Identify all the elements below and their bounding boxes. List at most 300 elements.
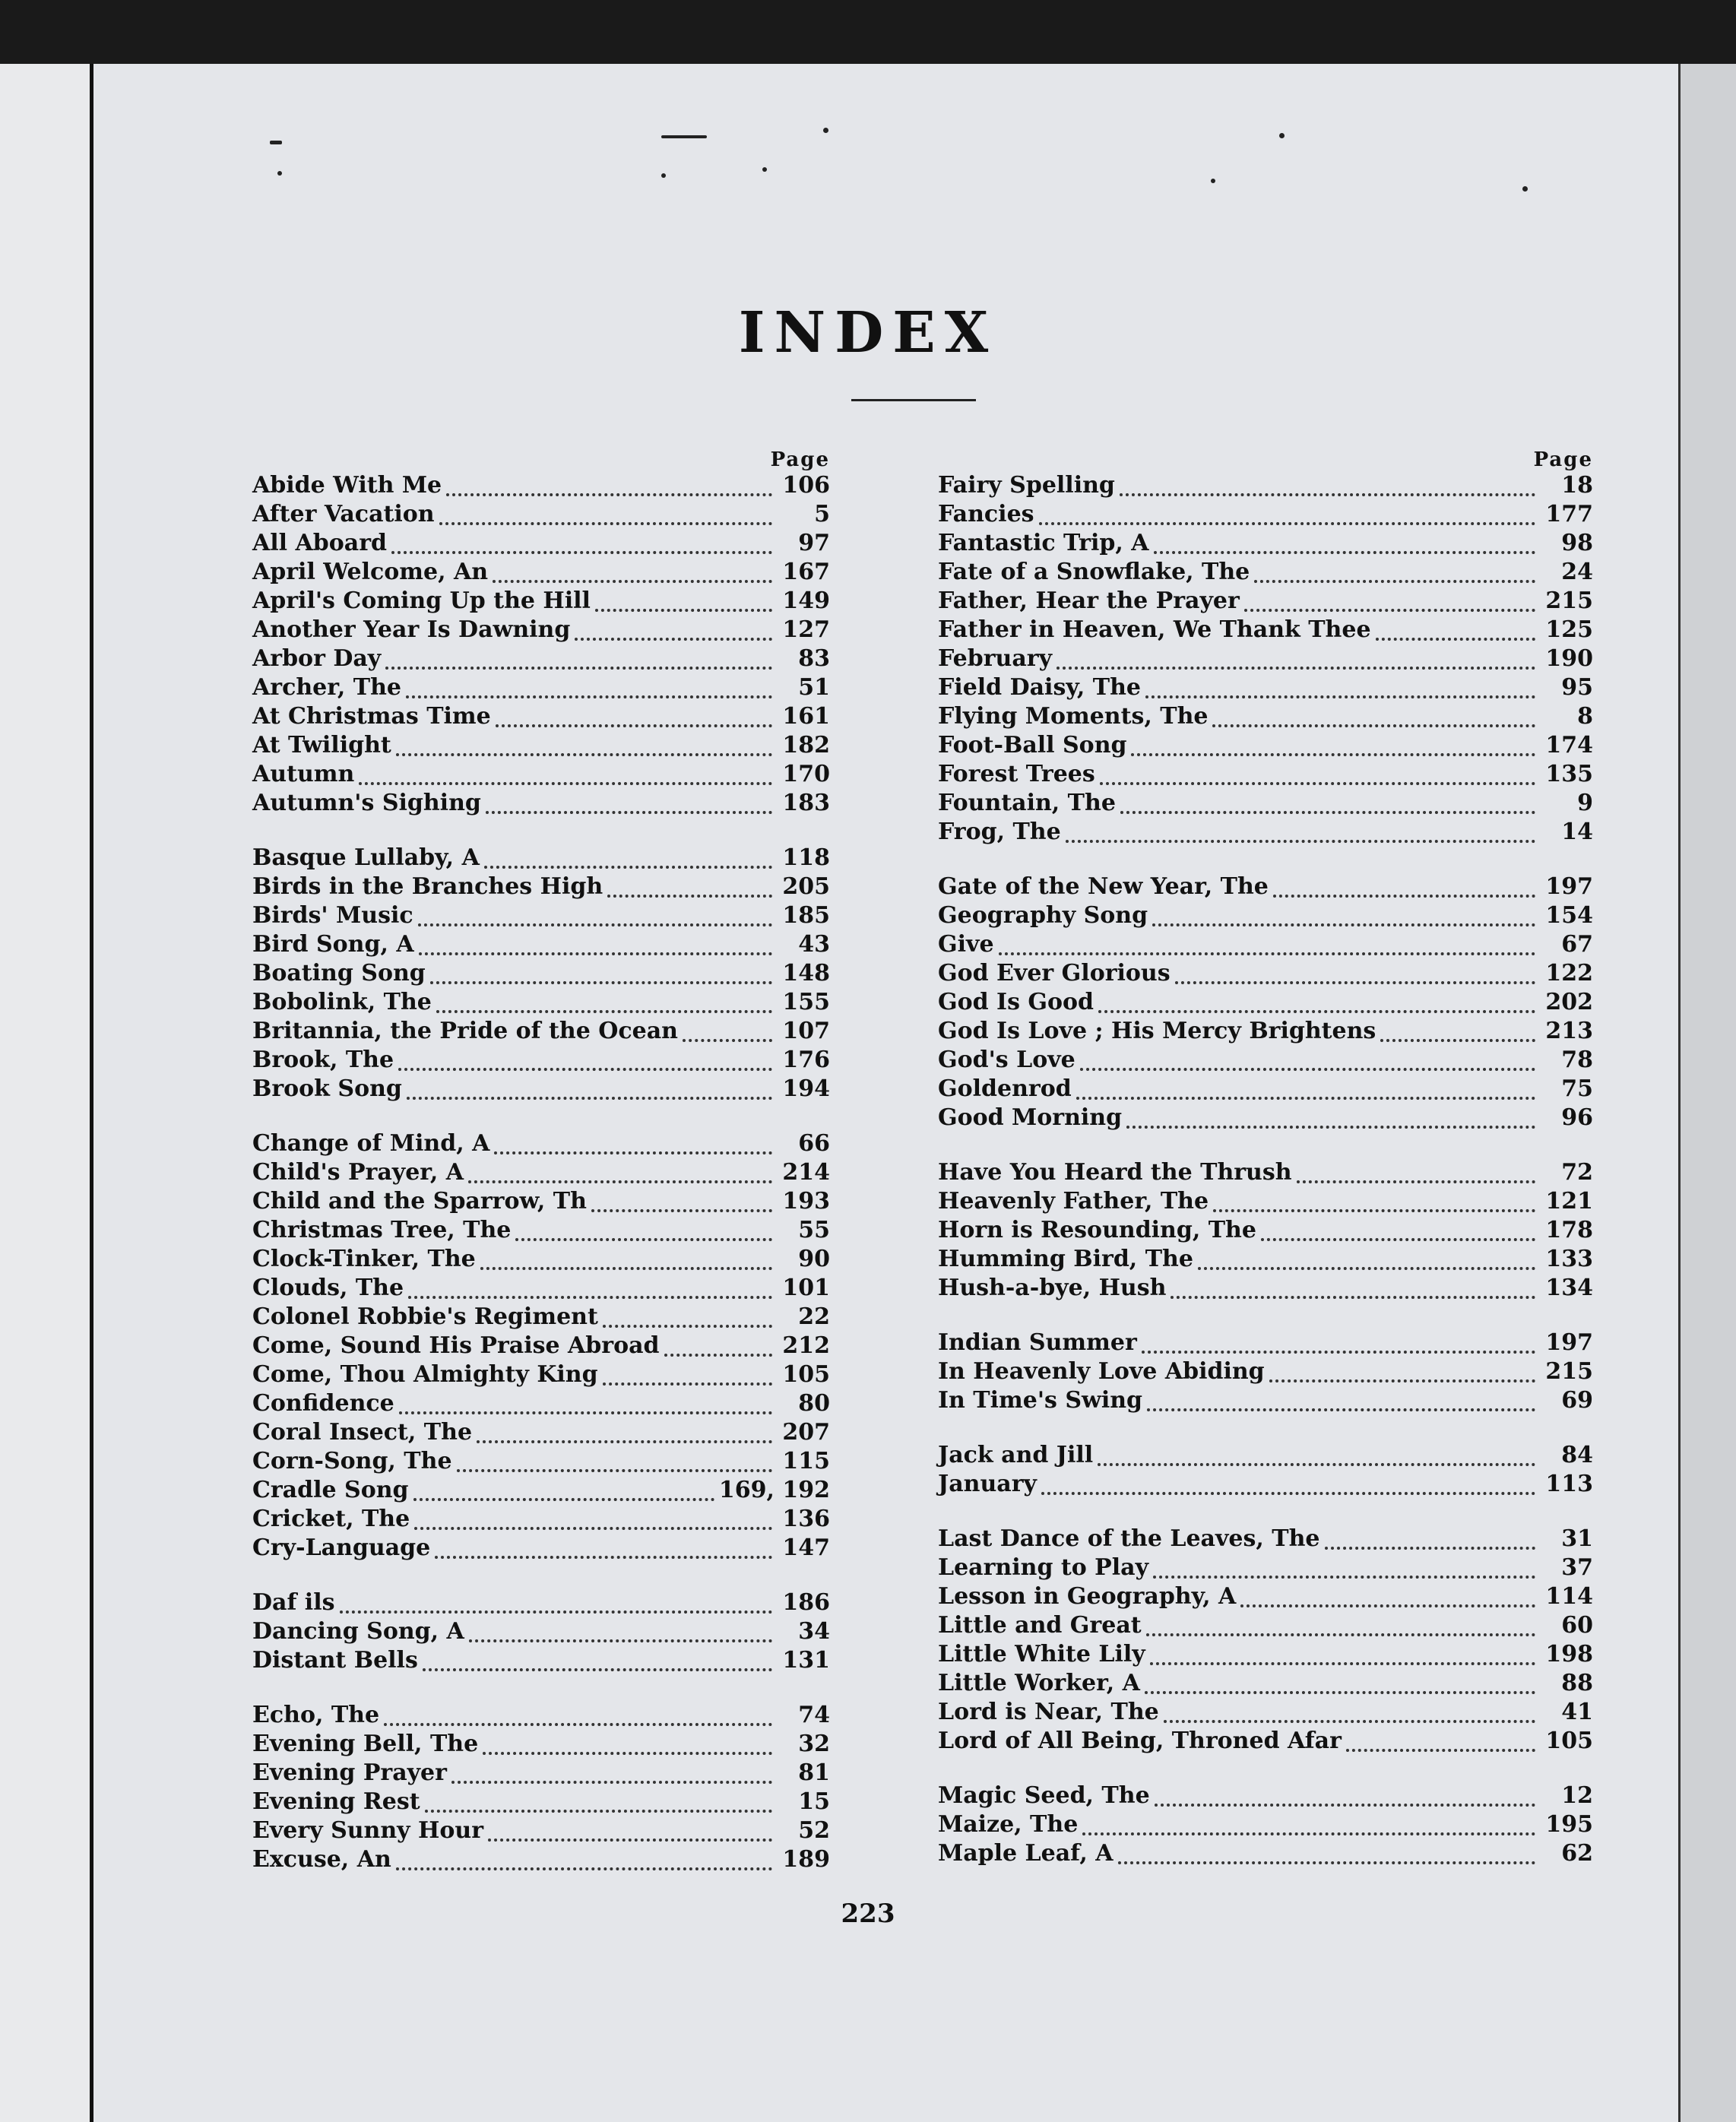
entry-page: 55 [798,1217,830,1243]
index-entry [938,1104,1593,1132]
entry-page: 198 [1545,1641,1593,1668]
index-entry [938,1698,1593,1727]
index-entry [252,616,830,645]
entry-title: Jack and Jill [938,1442,1094,1468]
entry-page: 14 [1561,819,1593,845]
entry-title: Horn is Resounding, The [938,1217,1256,1243]
entry-title: Archer, The [252,674,401,701]
dot-leader [999,943,1535,955]
index-entry [938,901,1593,930]
dot-leader [446,484,772,496]
dot-leader [591,1200,772,1212]
index-entry [938,959,1593,988]
dot-leader [391,542,772,554]
entry-page: 135 [1545,761,1593,787]
entry-page: 127 [782,616,830,643]
dot-leader [436,1001,772,1013]
entry-title: Gate of the New Year, The [938,873,1269,900]
entry-title: Humming Bird, The [938,1246,1193,1272]
dot-leader [1325,1538,1536,1550]
speck [661,173,666,178]
entry-page: 125 [1545,616,1593,643]
index-entry [252,1216,830,1245]
entry-title: Field Daisy, The [938,674,1142,701]
index-entry [938,1441,1593,1470]
page-title: INDEX [738,300,998,366]
index-entry [252,1418,830,1447]
speck [277,171,282,176]
group-gap [252,1563,830,1588]
entry-title: Every Sunny Hour [252,1817,484,1844]
index-entry [252,1701,830,1730]
entry-page: 194 [782,1075,830,1102]
entry-title: Geography Song [938,902,1148,929]
index-entry [252,1360,830,1389]
index-entry [938,1357,1593,1386]
index-entry [252,1075,830,1104]
entry-page: 9 [1577,790,1593,816]
entry-title: Come, Thou Almighty King [252,1361,598,1388]
entry-page: 136 [782,1506,830,1532]
entry-page: 215 [1545,1358,1593,1385]
entry-page: 177 [1545,501,1593,527]
dot-leader [1297,1171,1535,1183]
entry-title: Child's Prayer, A [252,1159,464,1186]
dot-leader [1269,1370,1535,1382]
entry-page: 96 [1561,1104,1593,1131]
dot-leader [1380,1030,1535,1042]
entry-title: At Christmas Time [252,703,491,730]
dot-leader [603,1316,772,1328]
entry-title: Bobolink, The [252,989,432,1015]
dot-leader [418,914,772,926]
entry-title: After Vacation [252,501,435,527]
dot-leader [607,885,772,898]
entry-title: Evening Prayer [252,1759,447,1786]
index-entry [252,500,830,529]
index-entry [252,1646,830,1675]
index-entry [252,1187,830,1216]
entry-title: Birds in the Branches High [252,873,603,900]
entry-title: Confidence [252,1390,394,1417]
index-entry [252,988,830,1017]
entry-page: 170 [782,761,830,787]
entry-title: Colonel Robbie's Regiment [252,1303,598,1330]
index-entry [252,1845,830,1874]
index-entry [938,1669,1593,1698]
entry-title: Another Year Is Dawning [252,616,571,643]
dot-leader [384,1714,772,1726]
entry-title: Cradle Song [252,1477,409,1503]
dot-leader [398,1059,772,1071]
index-entry [252,731,830,760]
index-entry [252,1447,830,1476]
entry-title: Brook Song [252,1075,402,1102]
dot-leader [1273,885,1535,898]
dot-leader [1212,715,1535,727]
entry-page: 84 [1561,1442,1593,1468]
entry-page: 15 [798,1788,830,1815]
entry-title: Clock-Tinker, The [252,1246,476,1272]
entry-title: Child and the Sparrow, Th [252,1188,587,1215]
entry-page: 52 [798,1817,830,1844]
entry-title: Abide With Me [252,472,442,499]
entry-title: Excuse, An [252,1846,391,1873]
entry-page: 22 [798,1303,830,1330]
entry-page: 149 [782,588,830,614]
entry-page: 154 [1545,902,1593,929]
entry-title: Last Dance of the Leaves, The [938,1525,1320,1552]
index-entry [938,1525,1593,1553]
index-entry [252,1788,830,1816]
entry-page: 74 [798,1702,830,1728]
index-entry [938,1245,1593,1274]
index-entry [252,1389,830,1418]
dot-leader [484,857,772,869]
index-entry [938,1640,1593,1669]
dot-leader [413,1489,714,1501]
speck [661,135,707,138]
speck [1211,179,1215,183]
entry-title: Fairy Spelling [938,472,1115,499]
dot-leader [396,1858,772,1870]
dot-leader [1145,1682,1535,1694]
entry-title: Lord of All Being, Throned Afar [938,1728,1342,1754]
dot-leader [1066,831,1535,843]
index-entry [938,1187,1593,1216]
entry-title: Evening Rest [252,1788,420,1815]
entry-page: 215 [1545,588,1593,614]
entry-page: 176 [782,1047,830,1073]
entry-page: 182 [782,732,830,759]
entry-title: Arbor Day [252,645,382,672]
entry-page: 37 [1561,1554,1593,1581]
dot-leader [1164,1711,1535,1723]
dot-leader [1142,1341,1535,1354]
index-entry [252,1759,830,1788]
group-gap [938,1303,1593,1329]
dot-leader [1175,972,1535,984]
dot-leader [1261,1229,1535,1241]
dot-leader [595,600,772,612]
index-entry [252,471,830,500]
index-column-left [252,448,830,1874]
entry-page: 202 [1545,989,1593,1015]
entry-page: 147 [782,1534,830,1561]
entry-title: Fancies [938,501,1034,527]
entry-page: 133 [1545,1246,1593,1272]
index-entry [252,645,830,673]
index-entry [938,731,1593,760]
dot-leader [664,1344,772,1357]
index-entry [252,529,830,558]
entry-title: Cry-Language [252,1534,431,1561]
page-column-heading: Page [770,448,830,471]
entry-title: In Heavenly Love Abiding [938,1358,1265,1385]
dot-leader [1146,1624,1535,1636]
dot-leader [385,657,772,670]
entry-title: Boating Song [252,960,426,987]
entry-page: 66 [798,1130,830,1157]
page-number: 223 [841,1899,895,1929]
entry-page: 183 [782,790,830,816]
entry-page: 24 [1561,559,1593,585]
entry-page: 88 [1561,1670,1593,1696]
entry-page: 18 [1561,472,1593,499]
dot-leader [1346,1740,1535,1752]
dot-leader [483,1743,772,1755]
index-entry [252,1816,830,1845]
index-entry [938,1839,1593,1868]
index-entry [938,760,1593,789]
index-entry [938,1553,1593,1582]
speck [823,128,828,133]
index-entry [938,930,1593,959]
entry-page: 106 [782,472,830,499]
index-entry [252,1332,830,1360]
dot-leader [1376,629,1535,641]
index-entry [938,1017,1593,1046]
dot-leader [419,943,772,955]
entry-title: Give [938,931,994,958]
dot-leader [1076,1088,1535,1100]
entry-title: Heavenly Father, The [938,1188,1209,1215]
entry-page: 43 [798,931,830,958]
index-entry [252,1017,830,1046]
dot-leader [1056,657,1535,670]
index-entry [252,959,830,988]
entry-title: Hush-a-bye, Hush [938,1275,1167,1301]
entry-title: Britannia, the Pride of the Ocean [252,1018,678,1044]
dot-leader [515,1229,772,1241]
entry-title: Corn-Song, The [252,1448,452,1474]
entry-title: Basque Lullaby, A [252,844,480,871]
entry-title: Come, Sound His Praise Abroad [252,1332,660,1359]
entry-page: 214 [782,1159,830,1186]
entry-title: Foot-Ball Song [938,732,1127,759]
entry-title: In Time's Swing [938,1387,1143,1414]
index-entry [252,1046,830,1075]
group-gap [938,1415,1593,1441]
entry-page: 205 [782,873,830,900]
entry-title: Fountain, The [938,790,1116,816]
dot-leader [494,1142,772,1154]
entry-title: Good Morning [938,1104,1123,1131]
dot-leader [430,972,772,984]
entry-title: Brook, The [252,1047,394,1073]
dot-leader [1152,914,1535,926]
entry-page: 31 [1561,1525,1593,1552]
page-column-heading: Page [1533,448,1593,471]
dot-leader [1039,513,1535,525]
entry-title: Frog, The [938,819,1061,845]
entry-title: Dancing Song, A [252,1618,464,1645]
entry-title: Clouds, The [252,1275,404,1301]
entry-title: Father, Hear the Prayer [938,588,1240,614]
entry-page: 101 [782,1275,830,1301]
group-gap [252,1104,830,1129]
entry-page: 80 [798,1390,830,1417]
dot-leader [1213,1200,1535,1212]
group-gap [938,1499,1593,1525]
dot-leader [496,715,772,727]
entry-page: 122 [1545,960,1593,987]
dot-leader [406,686,772,698]
dot-leader [451,1772,772,1784]
title-rule [851,399,976,401]
entry-page: 148 [782,960,830,987]
entry-page: 167 [782,559,830,585]
entry-page: 178 [1545,1217,1593,1243]
entry-page: 90 [798,1246,830,1272]
index-entry [938,645,1593,673]
entry-page: 169, 192 [718,1477,830,1503]
entry-title: Echo, The [252,1702,380,1728]
dot-leader [480,1258,772,1270]
entry-title: January [938,1471,1037,1497]
dot-leader [477,1431,772,1443]
dot-leader [486,802,772,814]
entry-title: April Welcome, An [252,559,489,585]
index-entry [938,616,1593,645]
page-right-edge [1678,64,1736,2122]
entry-title: Maple Leaf, A [938,1840,1114,1867]
index-entry [938,1782,1593,1810]
index-entry [938,558,1593,587]
index-entry [938,1582,1593,1611]
entry-title: Bird Song, A [252,931,414,958]
entry-title: Fate of a Snowflake, The [938,559,1250,585]
entry-page: 5 [814,501,830,527]
dot-leader [1082,1823,1535,1835]
entry-page: 131 [782,1647,830,1674]
entry-page: 185 [782,902,830,929]
entry-title: Cricket, The [252,1506,410,1532]
entry-page: 134 [1545,1275,1593,1301]
entry-title: Birds' Music [252,902,413,929]
entry-page: 189 [782,1846,830,1873]
entry-page: 121 [1545,1188,1593,1215]
group-gap [252,1675,830,1701]
dot-leader [399,1402,772,1414]
dot-leader [435,1547,772,1559]
entry-page: 174 [1545,732,1593,759]
entry-title: Distant Bells [252,1647,418,1674]
entry-page: 67 [1561,931,1593,958]
dot-leader [423,1659,772,1671]
entry-page: 12 [1561,1782,1593,1809]
entry-title: Indian Summer [938,1329,1137,1356]
entry-page: 78 [1561,1047,1593,1073]
entry-page: 60 [1561,1612,1593,1639]
dot-leader [1244,600,1535,612]
index-entry [938,1810,1593,1839]
entry-title: At Twilight [252,732,391,759]
index-entry [252,1158,830,1187]
entry-title: Magic Seed, The [938,1782,1150,1809]
entry-title: Have You Heard the Thrush [938,1159,1292,1186]
entry-page: 115 [782,1448,830,1474]
entry-title: Little Worker, A [938,1670,1140,1696]
dot-leader [683,1030,772,1042]
index-entry [938,529,1593,558]
index-entry [252,1129,830,1158]
entry-page: 186 [782,1589,830,1616]
dot-leader [1131,744,1535,756]
dot-leader [1041,1483,1535,1495]
group-gap [252,818,830,844]
entry-page: 105 [782,1361,830,1388]
dot-leader [488,1829,772,1842]
index-entry [252,789,830,818]
index-entry [938,1470,1593,1499]
entry-page: 62 [1561,1840,1593,1867]
dot-leader [1150,1653,1535,1665]
speck [1522,186,1528,192]
entry-title: Autumn's Sighing [252,790,481,816]
speck [270,141,282,144]
entry-title: Daf ils [252,1589,335,1616]
entry-title: Little and Great [938,1612,1142,1639]
entry-page: 69 [1561,1387,1593,1414]
entry-title: Lesson in Geography, A [938,1583,1237,1610]
group-gap [938,1756,1593,1782]
dot-leader [1171,1287,1535,1299]
entry-page: 197 [1545,873,1593,900]
dot-leader [1118,1852,1535,1864]
index-entry [938,1329,1593,1357]
entry-page: 161 [782,703,830,730]
entry-title: Christmas Tree, The [252,1217,512,1243]
entry-page: 98 [1561,530,1593,556]
entry-page: 51 [798,674,830,701]
index-entry [938,1216,1593,1245]
entry-page: 113 [1545,1471,1593,1497]
index-entry [252,1588,830,1617]
index-entry [252,673,830,702]
entry-title: Father in Heaven, We Thank Thee [938,616,1371,643]
index-entry [938,818,1593,847]
entry-page: 97 [798,530,830,556]
entry-title: Flying Moments, The [938,703,1209,730]
entry-page: 8 [1577,703,1593,730]
dot-leader [396,744,772,756]
entry-title: God Is Love ; His Mercy Brightens [938,1018,1376,1044]
index-entry [938,1075,1593,1104]
index-entry [252,1534,830,1563]
dot-leader [414,1518,772,1530]
index-entry [938,702,1593,731]
dot-leader [1098,1454,1535,1466]
entry-page: 190 [1545,645,1593,672]
index-entry [252,1274,830,1303]
dot-leader [407,1088,772,1100]
group-gap [938,1132,1593,1158]
entry-page: 41 [1561,1699,1593,1725]
dot-leader [439,513,772,525]
entry-page: 197 [1545,1329,1593,1356]
index-entry [938,789,1593,818]
index-entry [938,1611,1593,1640]
index-entry [938,1158,1593,1187]
index-entry [938,1046,1593,1075]
dot-leader [1100,773,1535,785]
dot-leader [469,1630,772,1642]
entry-title: All Aboard [252,530,387,556]
index-entry [252,587,830,616]
index-entry [252,558,830,587]
index-entry [938,988,1593,1017]
